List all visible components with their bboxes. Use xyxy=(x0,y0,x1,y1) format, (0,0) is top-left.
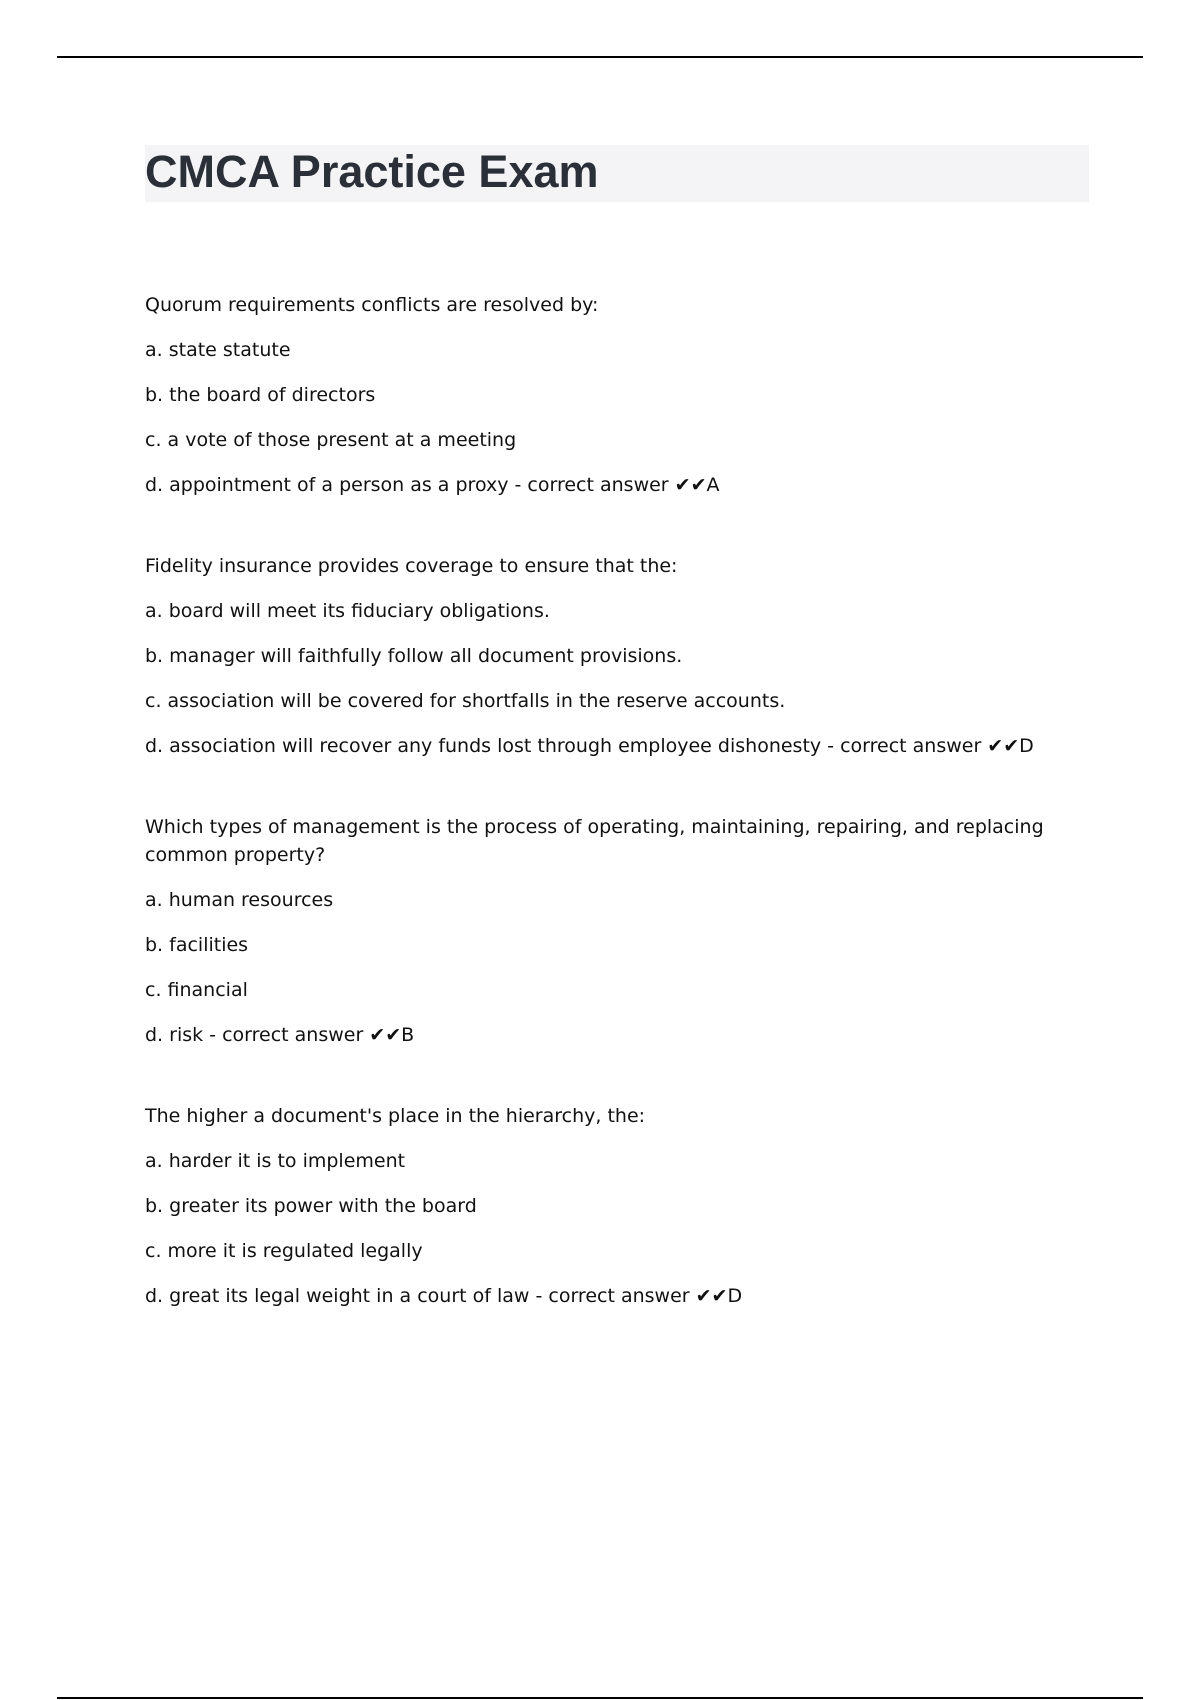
question-text: Quorum requirements conflicts are resolved by: xyxy=(145,294,599,316)
question-block xyxy=(145,291,1085,499)
answer-option-with-correct-answer: d. risk - correct answer ✔✔B xyxy=(145,1024,415,1046)
question-block xyxy=(145,813,1085,1049)
answer-option-with-correct-answer: d. great its legal weight in a court of law - correct answer ✔✔D xyxy=(145,1285,743,1307)
answer-option-with-correct-answer: d. appointment of a person as a proxy - correct answer ✔✔A xyxy=(145,474,720,496)
top-rule xyxy=(57,56,1143,58)
answer-option: c. financial xyxy=(145,979,248,1001)
answer-option: b. facilities xyxy=(145,934,249,956)
answer-option: c. more it is regulated legally xyxy=(145,1240,423,1262)
page-title: CMCA Practice Exam xyxy=(145,146,599,197)
answer-option: b. greater its power with the board xyxy=(145,1195,477,1217)
bottom-rule xyxy=(57,1697,1143,1699)
question-text: Which types of management is the process of operating, maintaining, repairing, and replacing common property? xyxy=(145,816,1044,866)
answer-option: a. harder it is to implement xyxy=(145,1150,406,1172)
question-block xyxy=(145,1102,1085,1310)
answer-option: b. manager will faithfully follow all document provisions. xyxy=(145,645,683,667)
question-list xyxy=(145,291,1085,1363)
answer-option: a. state statute xyxy=(145,339,291,361)
question-block xyxy=(145,552,1085,760)
answer-option: a. board will meet its fiduciary obligations. xyxy=(145,600,550,622)
answer-option-with-correct-answer: d. association will recover any funds lost through employee dishonesty - correct answer ✔✔D xyxy=(145,735,1034,757)
question-text: Fidelity insurance provides coverage to ensure that the: xyxy=(145,555,678,577)
answer-option: a. human resources xyxy=(145,889,334,911)
question-text: The higher a document's place in the hierarchy, the: xyxy=(145,1105,646,1127)
answer-option: c. association will be covered for shortfalls in the reserve accounts. xyxy=(145,690,786,712)
answer-option: c. a vote of those present at a meeting xyxy=(145,429,517,451)
answer-option: b. the board of directors xyxy=(145,384,376,406)
